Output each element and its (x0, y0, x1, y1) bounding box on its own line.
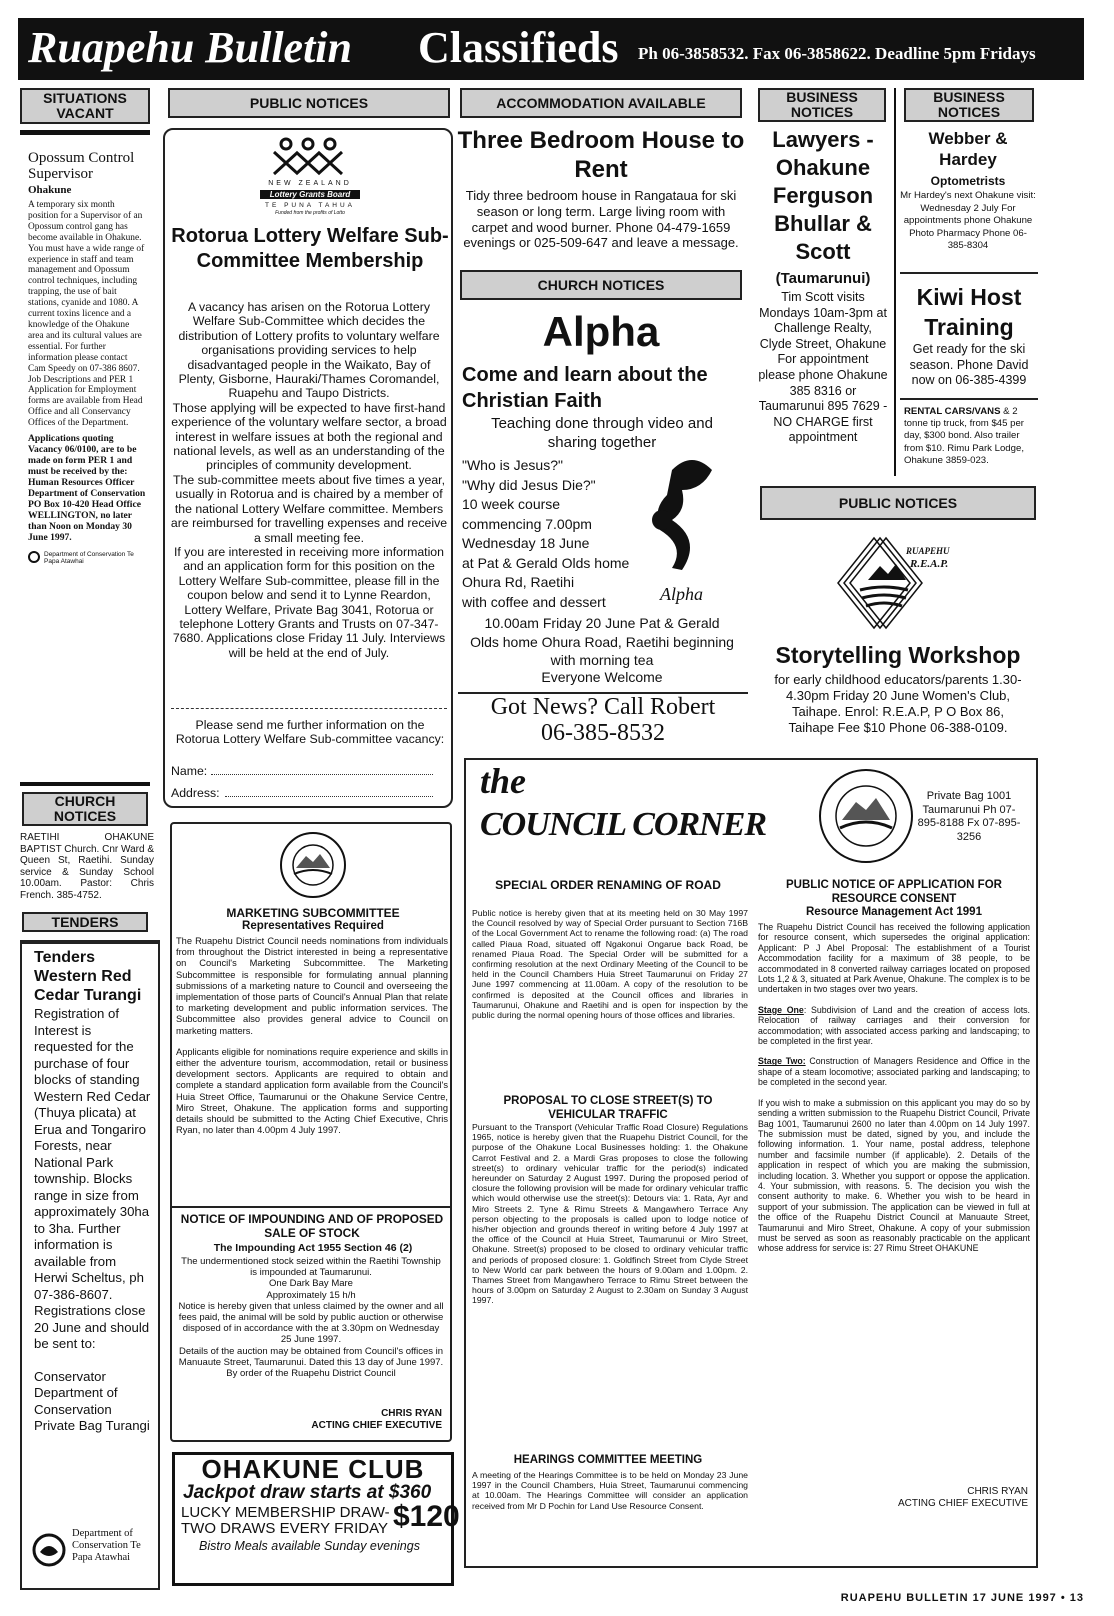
alpha-where: at Pat & Gerald Olds home (462, 554, 630, 571)
divider (900, 272, 1038, 274)
rc-title: PUBLIC NOTICE OF APPLICATION FOR RESOURCE CONSENT (786, 879, 1002, 905)
lawyers-sub: (Taumarunui) (775, 270, 871, 287)
church-notice-baptist: RAETIHI OHAKUNE BAPTIST Church. Cnr Ward & Queen St, Raetihi. Sunday service & Sunday School 10.00am. Pastor: Chris French. 385-4752. (20, 832, 154, 901)
section-header-situations: SITUATIONS VACANT (20, 88, 150, 124)
coupon-address-label: Address: (171, 786, 220, 800)
lottery-board: Lottery Grants Board (260, 190, 360, 199)
club-line-1: Jackpot draw starts at $360 (183, 1482, 432, 1503)
imp-by: By order of the Ruapehu District Council (226, 1368, 396, 1380)
club-amount: $120 (393, 1500, 460, 1533)
council-corner (464, 758, 1038, 1568)
imp-para-1: The undermentioned stock seized within the Raetihi Township is impounded at Taumarunui. (181, 1256, 441, 1279)
doc-small-text: Department of Conservation Te Papa Atawhai (44, 551, 134, 566)
imp-item: One Dark Bay Mare (269, 1278, 353, 1290)
coupon-address-row (171, 786, 433, 800)
alpha-q1: "Who is Jesus?" (462, 457, 563, 473)
lottery-figures-icon (270, 136, 346, 176)
doc-logo-text: Department of Conservation Te Papa Atawhai (72, 1528, 141, 1563)
tenders-ad (20, 940, 160, 1590)
kiwi-title: Kiwi Host Training (916, 284, 1022, 340)
rental-body: & 2 tonne tip truck, from $45 per day, $300 bond. Also trailer from $10. Rimu Park Lodge, Ohakune 3859-023. (904, 406, 1024, 466)
webber-body: Mr Hardey's next Ohakune visit: Wednesday 2 July For appointments phone Ohakune Photo Pharmacy Phone 06-385-8304 (900, 190, 1036, 251)
alpha-figure-icon (642, 450, 722, 590)
hear-title: HEARINGS COMMITTEE MEETING (513, 1454, 703, 1466)
hear-body: A meeting of the Hearings Committee is to be held on Monday 23 June 1997 in the Council Chambers, Huia Street, Taumarunui commencing at 10.00am. The Hearings Committee will consider an application received from Mr D Pochin for Land Use Resource Consent. (472, 1470, 748, 1511)
council-seal-icon (278, 830, 348, 900)
job-ad (28, 150, 146, 565)
alpha-start: commencing 7.00pm (462, 515, 592, 532)
section-header-business-2: BUSINESS NOTICES (904, 88, 1034, 122)
mkt-para-2: Applicants eligible for nominations require experience and skills in either the adventure tourism, accommodation, retail or business development sectors. Applicants are required to obtain and complete a standard application form available from the Council's Huia Street Office, Taumarunui or the Ohakune Service Centre, Miro Street, Ohakune. The application forms and supporting details should be submitted to the Acting Chief Executive, Chris Ryan, no later than 4.00pm 4 July 1997. (176, 1046, 448, 1136)
lottery-para-3: The sub-committee meets about five times a year, usually in Rotorua and is chaired by a member of the national Lottery Welfare committee. Members are reimbursed for travelling expenses and receive a small meeting fee. (170, 472, 448, 545)
rc-act: Resource Management Act 1991 (806, 906, 982, 918)
section-header-accommodation: ACCOMMODATION AVAILABLE (460, 88, 742, 118)
close-body: Pursuant to the Transport (Vehicular Traffic Road Closure) Regulations 1965, notice is hereby given that the Ruapehu District Council, for the purpose of the Ohakune Local Businesses holding: 1. the Ohakune Carrot Festival and 2. a Mardi Gras proposes to close the following street(s) to ordinary vehicular traffic for the period(s) indicated hereunder on Saturday 2 August 1997. During the proposed period of closure the following provision will be made for ordinary vehicular traffic which would otherwise use the street(s): Detours via: 1. Rata, Ayr and Miro Streets 2. Tyne & Rimu Streets & Mangawhero Terrace Any person objecting to the proposals is called upon to lodge notice of his/her objection and grounds thereof in writing before 4 July 1997 at the office of the Council at Huia Street, Taumarunui or Miro Street, Ohakune. Street(s) proposed to be closed to ordinary vehicular traffic and periods of proposed closure: 1. Goldfinch Street from Clyde Street to New World car park between the hours of 9.00am and 1.00pm. 2. Thames Street from Mangawhero Terrace to Rimu Street between the hours of 3.00pm on Saturday 2 August to 2.30am on Sunday 3 August 1997. (472, 1122, 748, 1306)
doc-logo-icon (32, 1530, 66, 1570)
alpha-date: Wednesday 18 June (462, 535, 590, 551)
rc-stage-2-body: Construction of Managers Residence and Office in the shape of a steam locomotive; associated parking and landscaping; to be completed in the second year. (758, 1056, 1030, 1088)
imp-act: The Impounding Act 1955 Section 46 (2) (213, 1242, 413, 1254)
club-title: OHAKUNE CLUB (201, 1454, 425, 1484)
rc-para-2: If you wish to make a submission on this applicant you may do so by sending a written submission to the Ruapehu District Council, Private Bag 1001, Taumarunui 2600 no later than 4.00pm on 14 July 1997. The submission must be dated, signed by you, and include the following information. 1. Your name, postal address, telephone number and facsimile number (if applicable). 2. Details of the application in respect of which you are making the submission, including location. 3. Whether you support or oppose the application. 4. Your submission, with reasons. 5. The decision you wish the consent authority to make. 6. Whether you wish to be heard in support of your submission. The application can be viewed in full at the office of the Ruapehu District Council at Manuaute Street, Taumarunui and Miro Street, Ohakune. A copy of your submission must be served as soon as reasonably practicable on the applicant whose address for service is: 27 Rimu Street OHAKUNE (758, 1097, 1030, 1254)
imp-age: Approximately 15 h/h (266, 1289, 356, 1301)
so-body: Public notice is hereby given that at its meeting held on 30 May 1997 the Council resolved by way of Special Order pursuant to Section 716B of the Local Government Act to rename the following road: (a) The road called Piaua Road, situated off Ngakonui Ongarue back Road, be renamed Piaua Road. The Special Order will be submitted for a confirming resolution at the next Ordinary Meeting of the Council to be held in the Council Chambers Huia Street Taumarunui on Friday 27 June 1997 commencing at 11.00am. A copy of the resolution to be confirmed is deposited at the Council offices and libraries in Taumarunui, Ohakune and Raetihi and is open for inspection by the public during the normal opening hours of those offices and libraries. (472, 908, 748, 1021)
coupon-cut-line (171, 708, 447, 709)
lottery-ad (163, 128, 453, 808)
divider (172, 1206, 450, 1208)
tenders-body: Registration of Interest is requested for the purchase of four blocks of standing Western Red Cedar (Thuya plicata) at Erua and Tongariro Forests, near National Park township. Blocks range in size from approximately 30ha to 3ha. Further information is available from Herwi Scheltus, ph 07-386-8607. Registrations close 20 June and should be sent to: (34, 1006, 151, 1351)
lottery-para-2: Those applying will be expected to have first-hand experience of the voluntary welfare sector, a broad interest in welfare issues at both the regional and national levels, as well as an understanding of the principles of community development. (171, 400, 447, 473)
rc-para-1: The Ruapehu District Council has received the following application for resource consent, which supersedes the original application: Applicant: P J Abel Proposal: The establishment of a Tourist Accommodation facility for a maximum of 38 people, to be accommodated in 8 converted railway carriages located on proposed Lots 1,2 & 3, situated at Park Avenue, Ohakune. The complex is to be undertaken in two stages over two years. (758, 922, 1030, 995)
webber-sub: Optometrists (930, 174, 1006, 188)
accom-title: Three Bedroom House to Rent (457, 127, 745, 183)
job-title: Opossum Control Supervisor (28, 150, 135, 182)
masthead-contact: Ph 06-3858532. Fax 06-3858622. Deadline 5pm Fridays (638, 44, 1036, 63)
alpha-logo: Alpha (660, 584, 703, 604)
mkt-title: MARKETING SUBCOMMITTEE (226, 906, 400, 920)
coupon-text: Please send me further information on the Rotorua Lottery Welfare Sub-committee vacancy: (175, 718, 445, 747)
page-footer: RUAPEHU BULLETIN 17 JUNE 1997 • 13 (840, 1592, 1084, 1604)
lottery-body (169, 300, 449, 660)
section-header-business-1: BUSINESS NOTICES (758, 88, 886, 122)
mkt-body (176, 936, 448, 1136)
rc-stage-1 (758, 1005, 1030, 1047)
ohakune-club-ad (172, 1452, 460, 1586)
job-location: Ohakune (28, 184, 72, 196)
rc-stage-1-label: Stage One (758, 1004, 804, 1015)
rc-sign-name: CHRIS RYAN (967, 1486, 1028, 1497)
lottery-para-1: A vacancy has arisen on the Rotorua Lottery Welfare Sub-Committee which decides the distribution of Lottery profits to voluntary welfare organisations providing services to help disadvantaged people in the Waikato, Bay of Plenty, Gisborne, Hauraki/Thames Coromandel, Ruapehu and Taupo Districts. (178, 300, 440, 401)
imp-role: ACTING CHIEF EXECUTIVE (311, 1420, 442, 1431)
alpha-q2: "Why did Jesus Die?" (462, 476, 596, 493)
rc-stage-2 (758, 1056, 1030, 1087)
alpha-road: Ohura Rd, Raetihi (462, 574, 575, 590)
webber-title: Webber & Hardey (928, 129, 1008, 169)
section-header-church-2: CHURCH NOTICES (460, 270, 742, 300)
doc-small-logo-icon (28, 551, 40, 563)
club-line-2: LUCKY MEMBERSHIP DRAW- (181, 1504, 390, 1521)
divider (894, 88, 896, 476)
lottery-nz: NEW ZEALAND (268, 180, 352, 187)
rc-body (758, 922, 1030, 1254)
imp-para-3: Details of the auction may be obtained from Council's offices in Manuaute Street, Taumarunui. Dated this 13 day of June 1997. (178, 1345, 444, 1368)
story-body: for early childhood educators/parents 1.30-4.30pm Friday 20 June Women's Club, Taihape. Enrol: R.E.A.P, P O Box 86, Taihape Fee $10 Phone 06-388-0109. (774, 672, 1022, 735)
divider (20, 130, 150, 135)
imp-para-2: Notice is hereby given that unless claimed by the owner and all fees paid, the animal will be sold by public auction or otherwise disposed of in accordance with the at 3.30pm on Wednesday 25 June 1997. (178, 1300, 444, 1346)
lottery-para-4: If you are interested in receiving more information and an application form for this position on the Lottery Welfare Sub-committee, please fill in the coupon below and send it to Lynne Reardon, Lottery Welfare, Private Bag 3041, Rotorua or telephone Lottery Grants and Trusts on 07-347-7680. Applications close Friday 11 July. Interviews will be held at the end of July. (172, 544, 446, 660)
rc-sign-role: ACTING CHIEF EXECUTIVE (897, 1498, 1028, 1509)
lottery-maori: TE PUNA TAHUA (264, 202, 356, 209)
news-line-2: 06-385-8532 (541, 720, 665, 746)
coupon-address-line[interactable] (225, 796, 433, 797)
kiwi-body: Get ready for the ski season. Phone David now on 06-385-4399 (909, 342, 1029, 387)
mkt-sub: Representatives Required (242, 920, 384, 932)
tenders-title: Tenders Western Red Cedar Turangi (34, 949, 142, 1004)
council-address: Private Bag 1001 Taumarunui Ph 07-895-8188 Fx 07-895-3256 (917, 790, 1021, 843)
accom-body: Tidy three bedroom house in Rangataua for ski season or long term. Large living room with carpet and wood burner. Phone 04-479-1659 evenings or 025-509-647 and leave a message. (463, 188, 739, 251)
rental-ad (904, 406, 1038, 467)
council-corner-title: COUNCIL CORNER (480, 806, 767, 843)
lottery-tag: Funded from the profits of Lotto (275, 210, 345, 216)
coupon-name-line[interactable] (211, 774, 433, 775)
alpha-details (462, 456, 662, 612)
job-body: A temporary six month position for a Supervisor of an Opossum control gang has become available in Ohakune. You must have a wide range of experience in staff and team management and Opossum control techniques, including trapping, the use of bait stations, cyanide and 1080. A current toxins licence and a knowledge of the Ohakune area and its cultural values are essential. For further information please contact Cam Speedy on 07-386 8607. Job Descriptions and PER 1 Application for Employment forms are available from Head Office and all Conservancy Offices of the Department. (28, 200, 145, 429)
rc-stage-1-body: : Subdivision of Land and the creation of access lots. Relocation of railway carriages and their conversion for accommodation; with associated access parking and landscaping; to be completed in the first year. (758, 1004, 1030, 1047)
alpha-teach: Teaching done through video and sharing together (491, 415, 713, 451)
doc-logo-block (32, 1528, 152, 1574)
club-line-3: TWO DRAWS EVERY FRIDAY (181, 1520, 388, 1537)
section-header-church: CHURCH NOTICES (22, 792, 148, 826)
council-marketing-ad (170, 822, 452, 1442)
divider (900, 398, 1038, 400)
imp-body (178, 1256, 444, 1379)
tenders-address: Conservator Department of Conservation Private Bag Turangi (34, 1368, 150, 1433)
news-line-1: Got News? Call Robert (490, 694, 716, 720)
coupon-name-row (171, 764, 433, 778)
imp-sign: CHRIS RYAN (381, 1408, 442, 1419)
section-header-tenders: TENDERS (22, 912, 148, 932)
council-corner-seal-icon (816, 766, 916, 866)
mkt-para-1: The Ruapehu District Council needs nominations from individuals from throughout the District interested in being a representative on Council's Marketing Subcommittee. The Marketing Subcommittee is responsible for formulating annual planning submissions of a marketing nature to Council and overseeing the implementation of those parts of Council's Annual Plan that relate to marketing development and public information services. The Subcommittee also provides general advice to Council on marketing matters. (176, 936, 448, 1036)
close-title: PROPOSAL TO CLOSE STREET(S) TO VEHICULAR TRAFFIC (503, 1095, 713, 1121)
imp-title: NOTICE OF IMPOUNDING AND OF PROPOSED SALE OF STOCK (180, 1212, 444, 1240)
job-apply: Applications quoting Vacancy 06/0100, are to be made on form PER 1 and must be received by the: Human Resources Officer Department of Conservation PO Box 10-420 Head Office WELLINGTON, no later than Noon on Monday 30 June 1997. (28, 433, 146, 544)
alpha-welcome: Everyone Welcome (541, 669, 663, 685)
alpha-second: 10.00am Friday 20 June Pat & Gerald Olds home Ohura Road, Raetihi beginning with morning tea (470, 615, 734, 668)
rc-stage-2-label: Stage Two: (758, 1056, 806, 1067)
lawyers-body: Tim Scott visits Mondays 10am-3pm at Challenge Realty, Clyde Street, Ohakune For appointment please phone Ohakune 385 8316 or Taumarunui 895 7629 - NO CHARGE first appointment (758, 290, 888, 445)
reap-logo-2: R.E.A.P. (910, 558, 949, 570)
divider (20, 782, 150, 786)
reap-logo-icon (834, 528, 1014, 638)
masthead-title-italic: Ruapehu Bulletin (28, 23, 353, 72)
masthead (18, 18, 1084, 80)
coupon-name-label: Name: (171, 764, 208, 778)
story-title: Storytelling Workshop (775, 642, 1021, 668)
alpha-course: 10 week course (462, 496, 561, 512)
section-header-public: PUBLIC NOTICES (168, 88, 450, 118)
lottery-title: Rotorua Lottery Welfare Sub-Committee Membership (171, 225, 449, 272)
alpha-title: Alpha (542, 308, 660, 355)
rental-lead: RENTAL CARS/VANS (904, 406, 1001, 417)
so-title: SPECIAL ORDER RENAMING OF ROAD (495, 878, 721, 892)
reap-logo-1: RUAPEHU (906, 546, 950, 556)
doc-small (28, 551, 146, 565)
council-the: the (480, 761, 527, 801)
club-line-4: Bistro Meals available Sunday evenings (199, 1539, 420, 1553)
alpha-food: with coffee and dessert (462, 593, 606, 610)
masthead-title-main: Classifieds (418, 23, 619, 72)
lawyers-title: Lawyers - Ohakune Ferguson Bhullar & Scott (772, 127, 874, 264)
section-header-public-2: PUBLIC NOTICES (760, 486, 1036, 520)
alpha-sub: Come and learn about the Christian Faith (462, 364, 708, 412)
